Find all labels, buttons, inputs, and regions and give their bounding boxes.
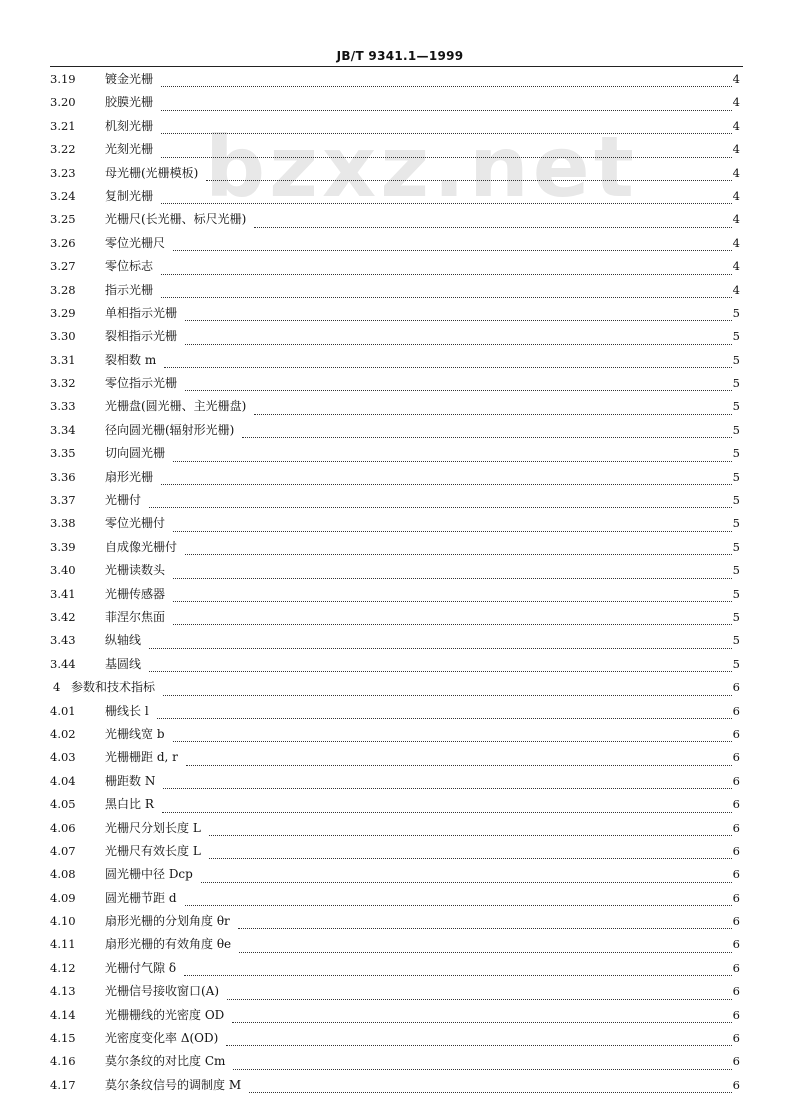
watermark: bzxz.net (205, 118, 638, 216)
toc-entry-number: 3.23 (50, 165, 76, 180)
toc-entry-number: 4.06 (50, 820, 76, 835)
toc-entry[interactable] (50, 325, 740, 348)
toc-entry[interactable] (50, 933, 740, 956)
toc-entry-title: 扇形光栅 (105, 469, 154, 484)
dot-leader (185, 554, 732, 555)
dot-leader (173, 741, 732, 742)
toc-entry-number: 4.16 (50, 1054, 76, 1069)
header-rule (50, 66, 743, 67)
toc-entry-page: 6 (732, 867, 740, 882)
toc-entry-title: 菲涅尔焦面 (105, 609, 166, 624)
page-header: JB/T 9341.1—1999 (336, 49, 464, 63)
toc-entry-title: 圆光栅中径 Dcp (105, 867, 193, 882)
toc-entry-title: 零位指示光栅 (105, 376, 178, 391)
dot-leader (201, 882, 732, 883)
toc-entry-page: 4 (732, 72, 740, 86)
toc-entry-title: 切向圆光栅 (105, 446, 166, 461)
dot-leader (161, 110, 732, 111)
toc-entry-page: 4 (732, 142, 740, 157)
dot-leader (209, 835, 732, 836)
toc-entry[interactable] (50, 1050, 740, 1073)
dot-leader (173, 601, 732, 602)
toc-entry-page: 4 (732, 259, 740, 274)
toc-entry[interactable] (50, 957, 740, 980)
dot-leader (242, 437, 731, 438)
toc-entry[interactable] (50, 700, 740, 723)
toc-entry-page: 4 (732, 282, 740, 297)
toc-entry[interactable] (50, 793, 740, 816)
toc-entry-number: 3.22 (50, 142, 76, 157)
toc-entry-title: 扇形光栅的分划角度 θr (105, 914, 230, 929)
toc-entry-number: 3.29 (50, 305, 76, 320)
toc-entry-title: 光栅线宽 b (105, 726, 165, 741)
toc-entry-page: 6 (732, 680, 740, 695)
toc-entry-number: 3.41 (50, 586, 76, 601)
toc-entry-number: 4.07 (50, 843, 76, 858)
toc-entry-page: 4 (732, 165, 740, 180)
toc-entry-page: 5 (732, 609, 740, 624)
dot-leader (185, 390, 732, 391)
toc-entry-number: 3.36 (50, 469, 76, 484)
toc-entry-page: 6 (732, 914, 740, 929)
dot-leader (173, 250, 732, 251)
toc-entry-number: 3.32 (50, 376, 76, 391)
toc-entry[interactable] (50, 512, 740, 535)
toc-entry-title: 自成像光栅付 (105, 539, 178, 554)
toc-entry-number: 3.43 (50, 633, 76, 648)
toc-entry-number: 3.27 (50, 259, 76, 274)
toc-entry[interactable] (50, 442, 740, 465)
toc-entry-page: 4 (732, 212, 740, 227)
dot-leader (249, 1092, 732, 1093)
toc-entry-title: 参数和技术指标 (71, 680, 156, 695)
toc-entry-title: 单相指示光栅 (105, 305, 178, 320)
toc-entry[interactable] (50, 536, 740, 559)
toc-entry[interactable] (50, 770, 740, 793)
toc-entry[interactable] (50, 185, 740, 208)
toc-entry-number: 3.35 (50, 446, 76, 461)
toc-entry[interactable] (50, 910, 740, 933)
toc-entry-page: 5 (732, 656, 740, 671)
toc-entry-title: 零位光栅尺 (105, 235, 166, 250)
dot-leader (173, 531, 732, 532)
toc-entry[interactable] (50, 887, 740, 910)
toc-entry-number: 4.11 (50, 937, 76, 952)
toc-entry-page: 4 (732, 188, 740, 203)
dot-leader (173, 578, 732, 579)
toc-entry-title: 光栅栅线的光密度 OD (105, 1007, 225, 1022)
toc-entry-title: 光栅尺(长光栅、标尺光栅) (105, 212, 247, 227)
dot-leader (161, 86, 732, 87)
dot-leader (161, 203, 732, 204)
toc-entry-number: 3.31 (50, 352, 76, 367)
dot-leader (161, 133, 732, 134)
dot-leader (149, 671, 732, 672)
toc-entry-page: 6 (732, 773, 740, 788)
toc-entry-number: 4.09 (50, 890, 76, 905)
toc-entry-number: 3.37 (50, 493, 76, 508)
toc-entry-title: 光密度变化率 Δ(OD) (105, 1031, 219, 1046)
toc-entry-number: 4.14 (50, 1007, 76, 1022)
toc-entry[interactable] (50, 372, 740, 395)
toc-entry-number: 3.33 (50, 399, 76, 414)
toc-entry-page: 6 (732, 1077, 740, 1092)
toc-entry-number: 3.39 (50, 539, 76, 554)
toc-entry-title: 镀金光栅 (105, 72, 154, 86)
toc-entry-number: 3.42 (50, 609, 76, 624)
toc-entry-page: 6 (732, 726, 740, 741)
toc-entry[interactable] (50, 817, 740, 840)
toc-entry-number: 3.25 (50, 212, 76, 227)
dot-leader (185, 905, 732, 906)
toc-entry-title: 裂相数 m (105, 352, 157, 367)
toc-entry-title: 光栅付 (105, 493, 142, 508)
dot-leader (162, 812, 732, 813)
toc-entry-page: 4 (732, 95, 740, 110)
dot-leader (149, 648, 732, 649)
toc-entry[interactable] (50, 349, 740, 372)
dot-leader (185, 344, 732, 345)
dot-leader (227, 999, 732, 1000)
dot-leader (238, 928, 732, 929)
toc-entry[interactable] (50, 279, 740, 302)
toc-entry[interactable] (50, 419, 740, 442)
toc-entry-page: 5 (732, 352, 740, 367)
toc-entry[interactable] (50, 466, 740, 489)
toc-entry-page: 6 (732, 750, 740, 765)
toc-entry-page: 5 (732, 305, 740, 320)
dot-leader (239, 952, 732, 953)
toc-entry-title: 圆光栅节距 d (105, 890, 177, 905)
toc-entry-page: 6 (732, 703, 740, 718)
toc-entry[interactable] (50, 676, 740, 699)
toc-entry-title: 光刻光栅 (105, 142, 154, 157)
toc-entry-page: 5 (732, 633, 740, 648)
toc-entry-title: 莫尔条纹的对比度 Cm (105, 1054, 226, 1069)
toc-entry-title: 光栅付气隙 δ (105, 960, 177, 975)
toc-entry-title: 光栅传感器 (105, 586, 166, 601)
toc-entry-number: 3.40 (50, 563, 76, 578)
toc-entry-title: 指示光栅 (105, 282, 154, 297)
toc-entry[interactable] (50, 1074, 740, 1097)
dot-leader (163, 695, 732, 696)
toc-entry-page: 5 (732, 563, 740, 578)
toc-entry-title: 黑白比 R (105, 797, 154, 812)
toc-entry-title: 零位光栅付 (105, 516, 166, 531)
toc-entry[interactable] (50, 653, 740, 676)
toc-entry-number: 4.12 (50, 960, 76, 975)
toc-entry-number: 3.30 (50, 329, 76, 344)
toc-entry-title: 裂相指示光栅 (105, 329, 178, 344)
dot-leader (209, 858, 732, 859)
dot-leader (186, 765, 732, 766)
toc-entry-number: 3.28 (50, 282, 76, 297)
toc-entry-number: 3.44 (50, 656, 76, 671)
toc-entry-number: 3.20 (50, 95, 76, 110)
toc-entry[interactable] (50, 115, 740, 138)
toc-entry[interactable] (50, 583, 740, 606)
toc-entry-number: 4.04 (50, 773, 76, 788)
toc-entry[interactable] (50, 629, 740, 652)
toc-entry-number: 3.34 (50, 422, 76, 437)
toc-entry[interactable] (50, 1004, 740, 1027)
toc-entry-number: 4.03 (50, 750, 76, 765)
toc-entry-page: 5 (732, 399, 740, 414)
dot-leader (254, 227, 731, 228)
toc-entry-number: 4.15 (50, 1031, 76, 1046)
dot-leader (173, 461, 732, 462)
toc-entry-page: 5 (732, 493, 740, 508)
toc-entry-number: 4.02 (50, 726, 76, 741)
toc-entry[interactable] (50, 606, 740, 629)
toc-entry-title: 径向圆光栅(辐射形光栅) (105, 422, 235, 437)
toc-entry-page: 6 (732, 937, 740, 952)
toc-entry[interactable] (50, 68, 740, 91)
toc-entry-page: 6 (732, 1031, 740, 1046)
dot-leader (185, 320, 732, 321)
toc-entry-page: 5 (732, 329, 740, 344)
table-of-contents (50, 68, 740, 1097)
toc-entry-title: 零位标志 (105, 259, 154, 274)
dot-leader (161, 297, 732, 298)
dot-leader (173, 624, 732, 625)
toc-entry[interactable] (50, 138, 740, 161)
dot-leader (232, 1022, 731, 1023)
toc-entry-title: 莫尔条纹信号的调制度 M (105, 1077, 242, 1092)
toc-entry-page: 5 (732, 376, 740, 391)
toc-entry[interactable] (50, 559, 740, 582)
toc-entry-page: 5 (732, 446, 740, 461)
dot-leader (206, 180, 731, 181)
dot-leader (161, 274, 732, 275)
toc-entry-page: 5 (732, 422, 740, 437)
toc-entry[interactable] (50, 162, 740, 185)
toc-entry-page: 6 (732, 960, 740, 975)
toc-entry-title: 机刻光栅 (105, 118, 154, 133)
toc-entry[interactable] (50, 746, 740, 769)
toc-entry-title: 母光栅(光栅模板) (105, 165, 199, 180)
toc-entry[interactable] (50, 723, 740, 746)
toc-entry-page: 6 (732, 1007, 740, 1022)
toc-entry-page: 5 (732, 469, 740, 484)
dot-leader (163, 788, 731, 789)
toc-entry-number: 4 (53, 680, 61, 695)
toc-entry[interactable] (50, 840, 740, 863)
toc-entry-number: 3.21 (50, 118, 76, 133)
toc-entry-number: 3.38 (50, 516, 76, 531)
toc-entry[interactable] (50, 395, 740, 418)
dot-leader (226, 1045, 731, 1046)
toc-entry-number: 4.05 (50, 797, 76, 812)
toc-entry[interactable] (50, 489, 740, 512)
dot-leader (157, 718, 732, 719)
toc-entry-number: 3.19 (50, 72, 76, 86)
toc-entry[interactable] (50, 91, 740, 114)
toc-entry-page: 5 (732, 516, 740, 531)
toc-entry[interactable] (50, 232, 740, 255)
dot-leader (233, 1069, 731, 1070)
toc-entry[interactable] (50, 1027, 740, 1050)
toc-entry-title: 光栅信号接收窗口(A) (105, 984, 220, 999)
toc-entry-title: 基圆线 (105, 656, 142, 671)
toc-entry-number: 4.10 (50, 914, 76, 929)
toc-entry-title: 栅线长 l (105, 703, 149, 718)
toc-entry-page: 4 (732, 235, 740, 250)
toc-entry-page: 6 (732, 820, 740, 835)
toc-entry-page: 5 (732, 586, 740, 601)
dot-leader (149, 507, 732, 508)
dot-leader (161, 157, 732, 158)
toc-entry-page: 6 (732, 843, 740, 858)
toc-entry[interactable] (50, 255, 740, 278)
toc-entry-title: 纵轴线 (105, 633, 142, 648)
toc-entry-title: 光栅栅距 d, r (105, 750, 178, 765)
toc-entry-title: 光栅读数头 (105, 563, 166, 578)
toc-entry[interactable] (50, 980, 740, 1003)
toc-entry-number: 4.13 (50, 984, 76, 999)
dot-leader (164, 367, 731, 368)
toc-entry-page: 6 (732, 1054, 740, 1069)
toc-entry[interactable] (50, 863, 740, 886)
toc-entry-title: 光栅尺有效长度 L (105, 843, 201, 858)
toc-entry-number: 4.08 (50, 867, 76, 882)
dot-leader (254, 414, 731, 415)
toc-entry-page: 6 (732, 797, 740, 812)
toc-entry-title: 光栅盘(圆光栅、主光栅盘) (105, 399, 247, 414)
dot-leader (161, 484, 732, 485)
toc-entry[interactable] (50, 208, 740, 231)
dot-leader (184, 975, 732, 976)
toc-entry-page: 6 (732, 890, 740, 905)
toc-entry-page: 5 (732, 539, 740, 554)
toc-entry-title: 复制光栅 (105, 188, 154, 203)
toc-entry-number: 4.17 (50, 1077, 76, 1092)
toc-entry[interactable] (50, 302, 740, 325)
toc-entry-page: 6 (732, 984, 740, 999)
toc-entry-number: 3.26 (50, 235, 76, 250)
toc-entry-title: 扇形光栅的有效角度 θe (105, 937, 232, 952)
toc-entry-title: 光栅尺分划长度 L (105, 820, 201, 835)
toc-entry-number: 4.01 (50, 703, 76, 718)
toc-entry-page: 4 (732, 118, 740, 133)
toc-entry-number: 3.24 (50, 188, 76, 203)
toc-entry-title: 栅距数 N (105, 773, 156, 788)
toc-entry-title: 胶膜光栅 (105, 95, 154, 110)
